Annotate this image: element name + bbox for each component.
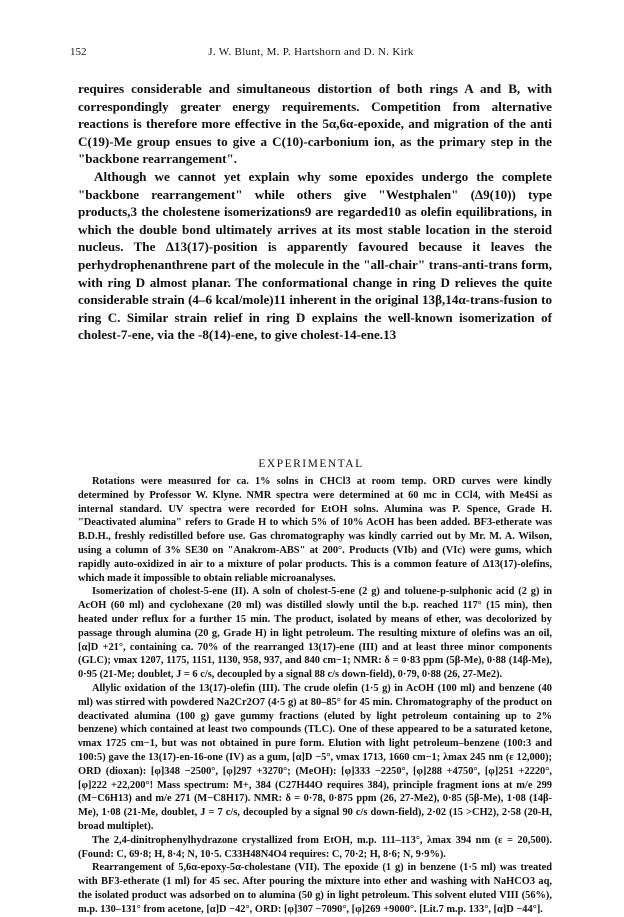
- experimental-dnp-derivative: The 2,4-dinitrophenylhydrazone crystallized from EtOH, m.p. 111–113°, λmax 394 nm (ε = 20,500). (Found: C, 69·8; H, 8·4; N, 10·5. C33H48N4O4 requires: C, 70·2; H, 8·6; N, 9·9%).: [78, 834, 552, 860]
- running-head: J. W. Blunt, M. P. Hartshorn and D. N. Kirk: [208, 46, 414, 58]
- experimental-rearrangement: Rearrangement of 5,6α-epoxy-5α-cholestane (VII). The epoxide (1 g) in benzene (1·5 ml) was treated with BF3-etherate (1 ml) for 45 sec. After pouring the mixture into ether and washing with NaHCO3 aq, the isolated product was adsorbed on to alumina (50 g) in light petroleum. This solvent eluted VIII (56%), m.p. 130–131° from acetone, [α]D −42°, ORD: [φ]307 −7090°, [φ]269 +9000°. [Lit.7 m.p. 133°, [α]D −44°].: [78, 862, 552, 915]
- experimental-allylic-oxidation: Allylic oxidation of the 13(17)-olefin (III). The crude olefin (1·5 g) in AcOH (100 ml) and benzene (40 ml) was stirred with powdered Na2Cr2O7 (4·5 g) at 80–85° for 45 min. Chromatography of the product on deactivated alumina (100 g) gave gummy fractions (eluted by light petroleum containing up to 2% benzene) which contained at least two compounds (TLC). One of these appeared to be a saturated ketone, νmax 1725 cm−1, but was not obtained in pure form. Elution with light petroleum–benzene (100:3 and 100:5) gave the 13(17)-en-16-one (IV) as a gum, [α]D −5°, νmax 1713, 1660 cm−1; λmax 245 nm (ε 12,000); ORD (dioxan): [φ]348 −2500°, [φ]297 +3270°; (MeOH): [φ]333 −2250°, [φ]288 +4750°, [φ]251 +2220°, [φ]222 +22,200°! Mass spectrum: M+, 384 (C27H44O requires 384), principle fragment ions at m/e 299 (M−C6H13) and m/e 271 (M−C8H17). NMR: δ = 0·78, 0·875 ppm (26, 27-Me2), 0·85 (5β-Me), 1·08 (14β-Me), 1·08 (21-Me, doublet, J = 7 c/s, decoupled by a signal 90 c/s down-field), 2·02 (15 >CH2), 2·58 (20-H, broad multiplet).: [78, 682, 552, 832]
- experimental-heading: EXPERIMENTAL: [258, 458, 364, 470]
- page-header: [70, 46, 552, 64]
- discussion-paragraph-2: Although we cannot yet explain why some epoxides undergo the complete "backbone rearrangement" while others give "Westphalen" (Δ9(10)) type products,3 the cholestene isomerizations9 are regarded10 as olefin equilibrations, in which the double bond ultimately arrives at its most stable location in the steroid nucleus. The Δ13(17)-position is apparently favoured because it leaves the perhydrophenanthrene part of the molecule in the "all-chair" trans-anti-trans form, with ring D almost planar. The conformational change in ring D relieves the quite considerable strain (4–6 kcal/mole)11 inherent in the original 13β,14α-trans-fusion to ring C. Similar strain relief in ring D explains the well-known isomerization of cholest-7-ene, via the -8(14)-ene, to give cholest-14-ene.13: [78, 168, 552, 343]
- experimental-general: Rotations were measured for ca. 1% solns in CHCl3 at room temp. ORD curves were kindly determined by Professor W. Klyne. NMR spectra were determined at 60 mc in CCl4, with Me4Si as internal standard. UV spectra were recorded for EtOH solns. Alumina was P. Spence, Grade H. "Deactivated alumina" refers to Grade H to which 5% of 10% AcOH has been added. BF3-etherate was B.D.H., freshly redistilled before use. Gas chromatography was kindly carried out by Mr. M. A. Wilson, using a column of 3% SE30 on "Anakrom-ABS" at 200°. Products (VIb) and (VIc) were gums, which rapidly auto-oxidized in air to a mixture of polar products. This is a common feature of Δ13(17)-olefins, which made it impossible to obtain reliable microanalyses.: [78, 476, 552, 584]
- page-number: 152: [70, 46, 87, 58]
- discussion-text: [78, 80, 552, 344]
- experimental-isomerization: Isomerization of cholest-5-ene (II). A soln of cholest-5-ene (2 g) and toluene-p-sulphonic acid (2 g) in AcOH (60 ml) and cyclohexane (20 ml) was distilled slowly until the b.p. reached 117° (15 min), then heated under reflux for a further 15 min. The product, isolated by means of ether, was decolorized by passage through alumina (20 g, Grade H) in light petroleum. The resulting mixture of olefins was an oil, [α]D +21°, containing ca. 70% of the rearranged 13(17)-ene (III) and at least three minor components (GLC); νmax 1207, 1175, 1151, 1130, 958, 937, and 840 cm−1; NMR: δ = 0·83 ppm (5β-Me), 0·88 (14β-Me), 0·95 (21-Me; doublet, J = 6 c/s, decoupled by a signal 88 c/s down-field), 0·79, 0·88 (26, 27-Me2).: [78, 586, 552, 681]
- discussion-paragraph-1: requires considerable and simultaneous distortion of both rings A and B, with correspondingly greater energy requirements. Competition from alternative reactions is therefore more effective in the 5α,6α-epoxide, and migration of the anti C(19)-Me group ensues to give a C(10)-carbonium ion, as the primary step in the "backbone rearrangement".: [78, 81, 552, 167]
- experimental-text: [78, 475, 552, 917]
